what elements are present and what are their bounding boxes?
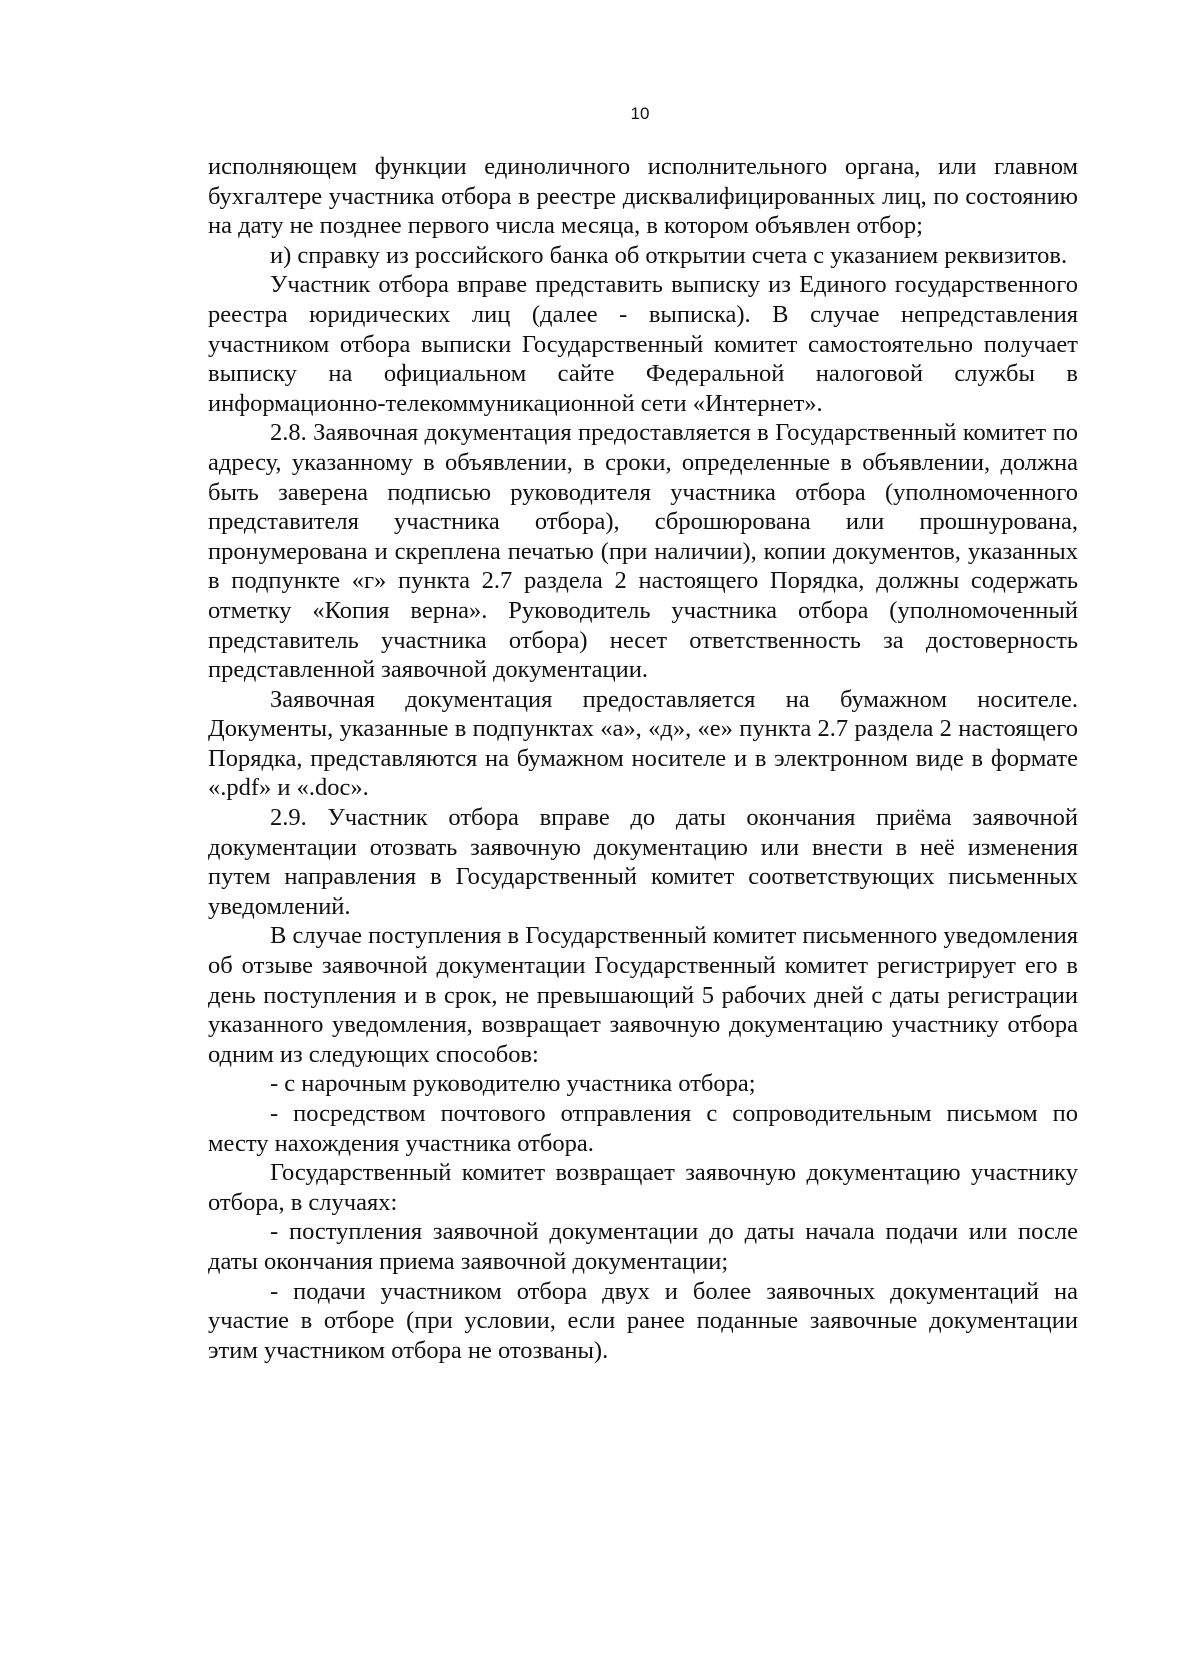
paragraph: Государственный комитет возвращает заявочную документацию участнику отбора, в случаях: [208,1159,1078,1216]
list-item: - посредством почтового отправления с сопроводительным письмом по месту нахождения участника отбора. [208,1100,1078,1157]
paragraph: Участник отбора вправе представить выписку из Единого государственного реестра юридических лиц (далее - выписка). В случае непредставления участником отбора выписки Государственный комитет самостоятельно получает выписку на официальном сайте Федеральной налоговой службы в информационно-телекоммуникационной сети «Интернет». [208,271,1078,417]
paragraph: Заявочная документация предоставляется на бумажном носителе. Документы, указанные в подпунктах «а», «д», «е» пункта 2.7 раздела 2 настоящего Порядка, представляются на бумажном носителе и в электронном виде в формате «.pdf» и «.doc». [208,685,1078,802]
paragraph: и) справку из российского банка об открытии счета с указанием реквизитов. [270,241,1068,269]
paragraph: 2.9. Участник отбора вправе до даты окончания приёма заявочной документации отозвать заявочную документацию или внести в неё изменения путем направления в Государственный комитет соответствующих письменных уведомлений. [208,804,1078,920]
list-item: - поступления заявочной документации до даты начала подачи или после даты окончания приема заявочной документации; [208,1218,1078,1275]
paragraph: исполняющем функции единоличного исполнительного органа, или главном бухгалтере участника отбора в реестре дисквалифицированных лиц, по состоянию на дату не позднее первого числа месяца, в котором объявлен отбор; [208,153,1078,240]
page-number: 10 [630,104,650,123]
paragraph: 2.8. Заявочная документация предоставляется в Государственный комитет по адресу, указанному в объявлении, в сроки, определенные в объявлении, должна быть заверена подписью руководителя участника отбора (уполномоченного представителя участника отбора), сброшюрована или прошнурована, пронумерована и скреплена печатью (при наличии), копии документов, указанных в подпункте «г» пункта 2.7 раздела 2 настоящего Порядка, должны содержать отметку «Копия верна». Руководитель участника отбора (уполномоченный представитель участника отбора) несет ответственность за достоверность представленной заявочной документации. [208,419,1078,684]
list-item: - с нарочным руководителю участника отбора; [270,1070,756,1098]
paragraph: В случае поступления в Государственный комитет письменного уведомления об отзыве заявочной документации Государственный комитет регистрирует его в день поступления и в срок, не превышающий 5 рабочих дней с даты регистрации указанного уведомления, возвращает заявочную документацию участнику отбора одним из следующих способов: [208,922,1078,1068]
document-body [208,152,1078,1365]
list-item: - подачи участником отбора двух и более заявочных документаций на участие в отборе (при условии, если ранее поданные заявочные документации этим участником отбора не отозваны). [208,1277,1078,1364]
